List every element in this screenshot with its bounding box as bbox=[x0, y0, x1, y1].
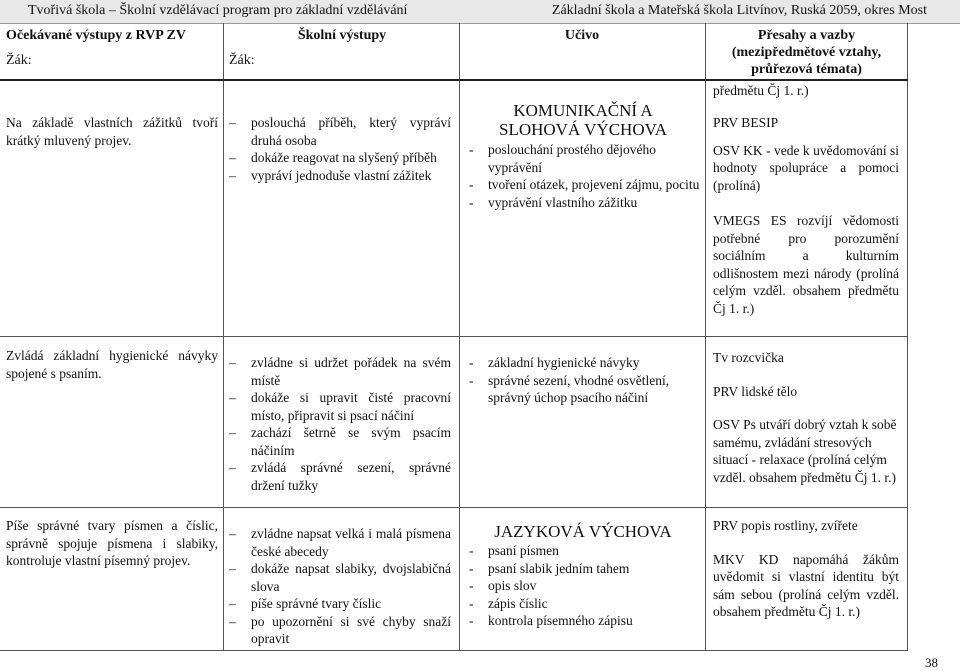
link-paragraph: PRV popis rostliny, zvířete bbox=[713, 518, 858, 533]
link-paragraph: OSV KK - vede k uvědomování si hodnoty spolupráce a pomoci (prolíná) bbox=[713, 142, 899, 193]
col-title: Očekávané výstupy z RVP ZV bbox=[6, 28, 186, 43]
list-item: – dokáže si upravit čisté pracovní místo, připravit si psací náčiní bbox=[229, 389, 451, 424]
list-item: – poslouchá příběh, který vypráví druhá osoba bbox=[229, 114, 451, 149]
column-divider bbox=[907, 23, 908, 651]
cross-curricular-links bbox=[713, 517, 899, 631]
col-header-curriculum bbox=[464, 27, 700, 44]
list-item: - psaní písmen bbox=[466, 542, 700, 560]
list-item: – zvládá správné sezení, správné držení tužky bbox=[229, 459, 451, 494]
list-item: – píše správné tvary číslic bbox=[229, 595, 451, 613]
school-outcomes bbox=[229, 354, 451, 494]
list-item: - zápis číslic bbox=[466, 595, 700, 613]
col-title: Učivo bbox=[564, 28, 600, 43]
link-paragraph: PRV lidské tělo bbox=[713, 383, 798, 399]
curriculum bbox=[466, 522, 700, 630]
curriculum bbox=[466, 354, 700, 407]
table-bottom bbox=[0, 650, 908, 651]
col-subtitle: Žák: bbox=[229, 53, 255, 68]
link-paragraph: MKV KD napomáhá žákům uvědomit si vlastní identitu být sám sebou (prolíná celým vzděl. obsahem předmětu Čj 1. r.) bbox=[713, 551, 899, 619]
cross-curricular-links bbox=[713, 349, 899, 496]
list-item: - správné sezení, vhodné osvětlení, správný úchop psacího náčiní bbox=[466, 372, 700, 407]
column-divider bbox=[705, 23, 706, 651]
row-divider bbox=[0, 507, 908, 508]
list-item: - kontrola písemného zápisu bbox=[466, 612, 700, 630]
column-divider bbox=[459, 23, 460, 651]
curriculum bbox=[466, 101, 700, 211]
section-title: KOMUNIKAČNÍ A SLOHOVÁ VÝCHOVA bbox=[499, 101, 667, 139]
list-item: – zachází šetrně se svým psacím náčiním bbox=[229, 424, 451, 459]
link-paragraph: PRV BESIP bbox=[713, 115, 779, 130]
header-right: Základní škola a Mateřská škola Litvínov, Ruská 2059, okres Most bbox=[551, 3, 927, 18]
col-title: (mezipředmětové vztahy, bbox=[731, 45, 882, 60]
outcome-text: Zvládá základní hygienické návyky spojené s psaním. bbox=[6, 348, 218, 381]
list-item: – po upozornění si své chyby snaží opravit bbox=[229, 613, 451, 648]
list-item: – zvládne si udržet pořádek na svém místě bbox=[229, 354, 451, 389]
list-item: - tvoření otázek, projevení zájmu, pocitu bbox=[466, 176, 700, 194]
link-paragraph: Tv rozcvička bbox=[713, 350, 784, 365]
outcome-text: Na základě vlastních zážitků tvoří krátký mluvený projev. bbox=[6, 115, 218, 148]
continued-text: předmětu Čj 1. r.) bbox=[713, 83, 809, 98]
page-number: 38 bbox=[925, 655, 938, 670]
list-item: – dokáže reagovat na slyšený příběh bbox=[229, 149, 451, 167]
list-item: – zvládne napsat velká i malá písmena české abecedy bbox=[229, 525, 451, 560]
section-title: JAZYKOVÁ VÝCHOVA bbox=[494, 522, 672, 541]
list-item: - poslouchání prostého dějového vyprávění bbox=[466, 141, 700, 176]
col-header-links bbox=[708, 27, 905, 78]
running-header bbox=[0, 0, 960, 24]
column-divider bbox=[223, 23, 224, 651]
outcome-text: Píše správné tvary písmen a číslic, správně spojuje písmena i slabiky, kontroluje vlastní písemný projev. bbox=[6, 518, 218, 568]
col-header-outcomes bbox=[6, 27, 218, 69]
list-item: - vyprávění vlastního zážitku bbox=[466, 194, 700, 212]
col-subtitle: Žák: bbox=[6, 53, 32, 68]
curriculum-table bbox=[0, 23, 960, 651]
col-title: Přesahy a vazby bbox=[757, 28, 856, 43]
col-header-school bbox=[229, 27, 455, 69]
school-outcomes bbox=[229, 525, 451, 648]
link-paragraph: VMEGS ES rozvíjí vědomosti potřebné pro porozumění sociálním a kulturním odlišnostem mezi národy (prolíná celým vzděl. obsahem předmětu Čj 1. r.) bbox=[713, 213, 899, 316]
list-item: – dokáže napsat slabiky, dvojslabičná slova bbox=[229, 560, 451, 595]
header-divider bbox=[0, 79, 908, 81]
list-item: – vypráví jednoduše vlastní zážitek bbox=[229, 167, 451, 185]
col-title: průřezová témata) bbox=[751, 62, 862, 77]
list-item: - základní hygienické návyky bbox=[466, 354, 700, 372]
row-divider bbox=[0, 336, 908, 337]
header-left: Tvořivá škola – Školní vzdělávací program pro základní vzdělávání bbox=[28, 3, 408, 18]
cross-curricular-links bbox=[713, 114, 899, 327]
school-outcomes bbox=[229, 114, 451, 184]
list-item: - opis slov bbox=[466, 577, 700, 595]
link-paragraph: OSV Ps utváří dobrý vztah k sobě samému, zvládání stresových situací - relaxace (prolíná celým vzděl. obsahem předmětu Čj 1. r.) bbox=[713, 417, 897, 485]
list-item: - psaní slabik jedním tahem bbox=[466, 560, 700, 578]
col-title: Školní výstupy bbox=[297, 28, 387, 43]
